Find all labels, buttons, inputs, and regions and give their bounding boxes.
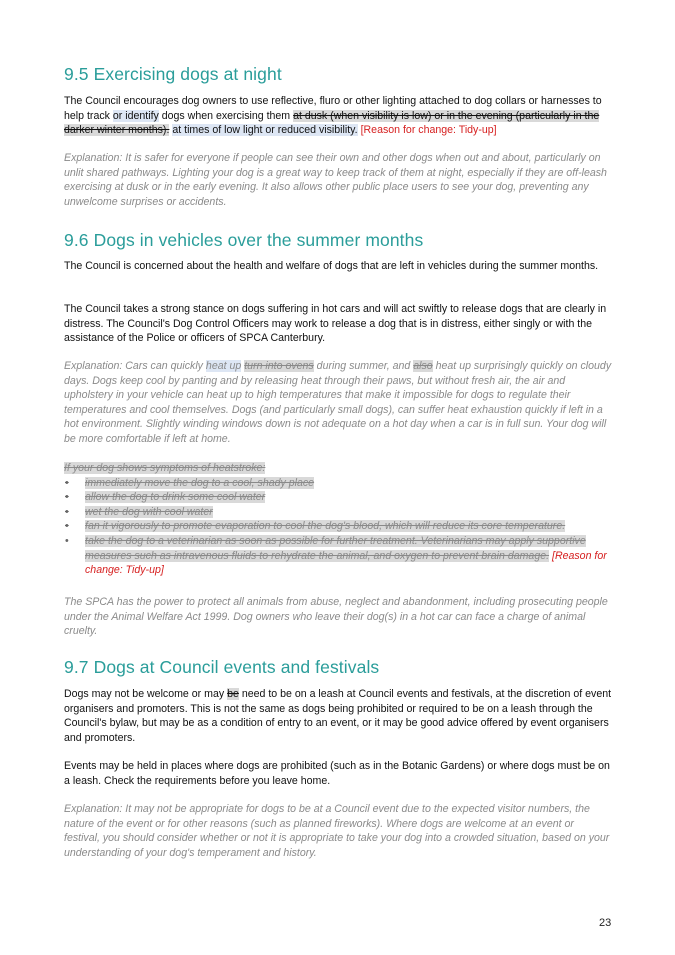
bullet-icon: • (65, 491, 69, 504)
text-run: need to be on a leash at Council events and festivals, at the discretion of event organisers and promoters. This is not the same as dogs being prohibited or required to be on a leash through the Council's bylaw, but may be as a condition of entry to an event, or it may be good advice offered by event organisers and promoters. (64, 688, 612, 744)
tracked-insertion: at times of low light or reduced visibility. (172, 124, 358, 137)
list-item-text: wet the dog with cool water (85, 505, 213, 518)
list-item-text: allow the dog to drink some cool water (85, 491, 266, 504)
section-heading-9-5: 9.5 Exercising dogs at night (64, 64, 282, 84)
text-run: heat up surprisingly quickly on cloudy days. Dogs keep cool by panting and by releasing heat through their paws, but without fresh air, the air and upholstery in your vehicle can heat up to high temperatures that make it impossible for dogs to regulate their temperatures and cool themselves. Dogs (and particularly small dogs), can suffer heat exhaustion quickly if left in a hot environment. Slightly winding windows down is not adequate on a hot day when a car is in full sun. Your dog will be more comfortable if left at home. (64, 360, 612, 445)
tracked-insertion: heat up (205, 360, 242, 372)
list-item-text: immediately move the dog to a cool, shady place (85, 476, 315, 489)
tracked-deletion: at dusk (when visibility is low) or in the evening (particularly in the darker winter months). (64, 109, 600, 137)
list-item (64, 505, 612, 520)
section-9-6-explanation (64, 359, 612, 447)
text-run: The Council encourages dog owners to use reflective, fluro or other lighting attached to dog collars or harnesses to help track (64, 95, 602, 122)
tracked-deletion: turn into ovens (244, 360, 314, 372)
tracked-insertion: or identify (112, 109, 159, 122)
section-9-6-paragraph-2: The Council takes a strong stance on dogs suffering in hot cars and will act swiftly to release dogs that are clearly in distress. The Council's Dog Control Officers may work to release a dog that is in distress, either singly or with the assistance of the Police or officers of SPCA Canterbury. (64, 303, 607, 345)
spca-note: The SPCA has the power to protect all animals from abuse, neglect and abandonment, including prosecuting people under the Animal Welfare Act 1999. Dog owners who leave their dog(s) in a hot car can face a charge of animal cruelty. (64, 596, 608, 638)
bullet-icon: • (65, 505, 69, 518)
page-number: 23 (599, 917, 612, 929)
list-item-text: take the dog to a veterinarian as soon as possible for further treatment. Veterinarians may apply supportive measures such as intravenous fluids to rehydrate the animal, and oxygen to prevent brain damage. (85, 534, 586, 562)
bullet-icon: • (65, 476, 69, 489)
deleted-symptom-list (64, 476, 612, 578)
text-run: Explanation: Cars can quickly (64, 360, 206, 372)
section-9-5-paragraph (64, 94, 612, 138)
list-item (64, 476, 612, 491)
deleted-intro: If your dog shows symptoms of heatstroke: (64, 462, 266, 474)
text-run: Dogs may not be welcome or may (64, 688, 228, 700)
deleted-heatstroke-block (64, 461, 612, 578)
section-9-7-explanation: Explanation: It may not be appropriate for dogs to be at a Council event due to the expected visitor numbers, the nature of the event or for other reasons (such as planned fireworks). Where dogs are welcome at an event or festival, you should consider whether or not it is appropriate to take your dog into a crowded situation, based on your understanding of your dog's temperament and history. (64, 803, 610, 859)
reason-for-change: [Reason for change: Tidy-up] (85, 549, 607, 577)
list-item (64, 490, 612, 505)
section-9-5-explanation: Explanation: It is safer for everyone if people can see their own and other dogs when out and about, particularly on unlit shared pathways. Lighting your dog is a great way to keep track of them at night, especially if they are off-leash exercising at dusk or in the early evening. It also allows other public place users to see your dog, preventing any unwelcome surprises or accidents. (64, 152, 607, 208)
section-9-6-paragraph-1: The Council is concerned about the health and welfare of dogs that are left in vehicles during the summer months. (64, 260, 599, 272)
bullet-icon: • (65, 534, 69, 547)
list-item (64, 519, 612, 534)
tracked-deletion: be (227, 688, 239, 700)
section-9-7-paragraph-2: Events may be held in places where dogs are prohibited (such as in the Botanic Gardens) or where dogs must be on a leash. Check the requirements before you leave home. (64, 760, 610, 787)
text-run: during summer, and (313, 360, 414, 372)
text-run: dogs when exercising them (158, 109, 294, 122)
section-heading-9-6: 9.6 Dogs in vehicles over the summer months (64, 230, 424, 250)
list-item (64, 534, 612, 578)
list-item-text: fan it vigorously to promote evaporation to cool the dog's blood, which will reduce its core temperature. (85, 520, 566, 533)
bullet-icon: • (65, 520, 69, 533)
reason-for-change: [Reason for change: Tidy-up] (360, 124, 497, 137)
section-heading-9-7: 9.7 Dogs at Council events and festivals (64, 657, 380, 677)
tracked-deletion: also (413, 360, 433, 372)
section-9-7-paragraph-1 (64, 687, 612, 745)
